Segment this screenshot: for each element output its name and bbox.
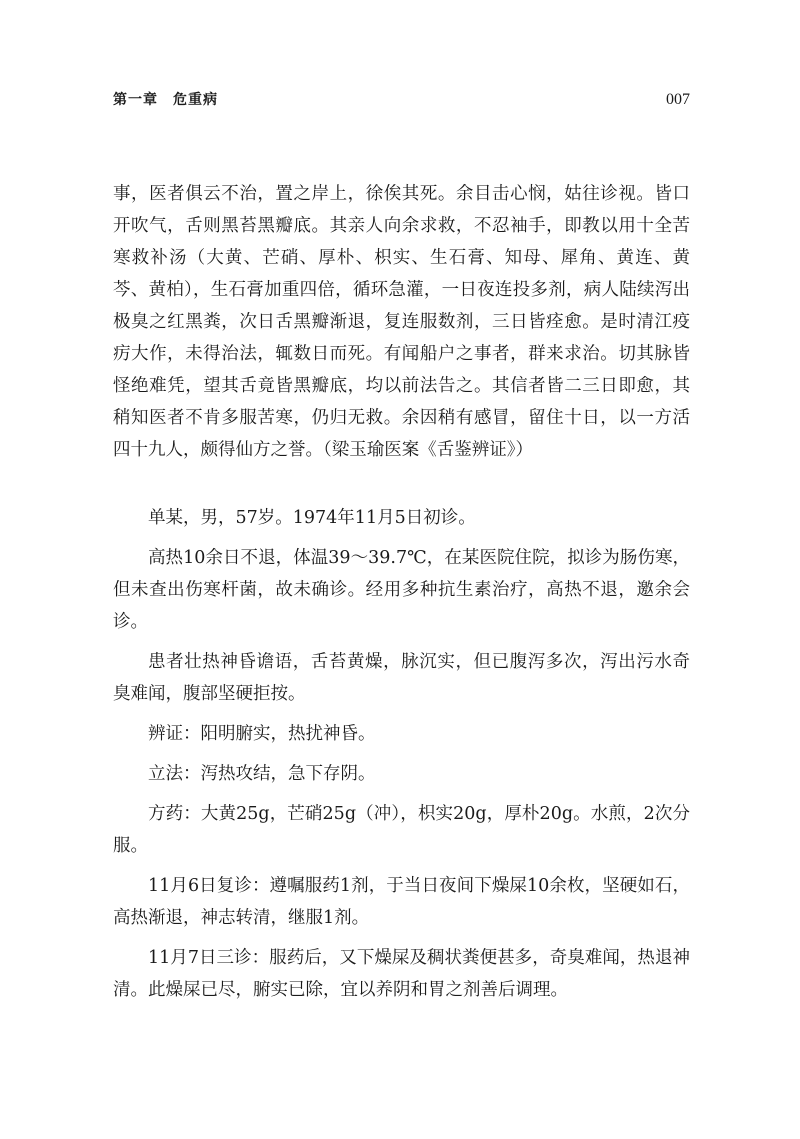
- body-text: [113, 178, 690, 1014]
- paragraph-case-continuation: 事，医者俱云不治，置之岸上，徐俟其死。余目击心悯，姑往诊视。皆口开吹气，舌则黑苔黑瓣底。其亲人向余求救，不忍袖手，即教以用十全苦寒救补汤（大黄、芒硝、厚朴、枳实、生石膏、知母、犀角、黄连、黄芩、黄柏），生石膏加重四倍，循环急灌，一日夜连投多剂，病人陆续泻出极臭之红黑粪，次日舌黑瓣渐退，复连服数剂，三日皆痊愈。是时清江疫疠大作，未得治法，辄数日而死。有闻船户之事者，群来求治。切其脉皆怪绝难凭，望其舌竟皆黑瓣底，均以前法告之。其信者皆二三日即愈，其稍知医者不肯多服苦寒，仍归无救。余因稍有感冒，留住十日，以一方活四十九人，颇得仙方之誉。（梁玉瑜医案《舌鉴辨证》）: [113, 184, 690, 460]
- paragraph-third-visit: 11月7日三诊：服药后，又下燥屎及稠状粪便甚多，奇臭难闻，热退神清。此燥屎已尽，腑实已除，宜以养阴和胃之剂善后调理。: [113, 948, 690, 1000]
- paragraph-treatment-principle: 立法：泻热攻结，急下存阴。: [148, 764, 376, 784]
- paragraph-patient-info: 单某，男，57岁。1974年11月5日初诊。: [148, 508, 476, 528]
- paragraph-history: 高热10余日不退，体温39～39.7℃，在某医院住院，拟诊为肠伤寒，但未查出伤寒杆菌，故未确诊。经用多种抗生素治疗，高热不退，邀余会诊。: [113, 548, 690, 632]
- running-header: [113, 88, 690, 112]
- page-number: 007: [666, 91, 690, 108]
- chapter-title: 第一章 危重病: [113, 92, 218, 108]
- paragraph-second-visit: 11月6日复诊：遵嘱服药1剂，于当日夜间下燥屎10余枚，坚硬如石，高热渐退，神志转清，继服1剂。: [113, 876, 690, 928]
- paragraph-prescription: 方药：大黄25g，芒硝25g（冲），枳实20g，厚朴20g。水煎，2次分服。: [113, 804, 690, 856]
- paragraph-symptoms: 患者壮热神昏谵语，舌苔黄燥，脉沉实，但已腹泻多次，泻出污水奇臭难闻，腹部坚硬拒按。: [113, 652, 690, 704]
- paragraph-diagnosis: 辨证：阳明腑实，热扰神昏。: [148, 724, 376, 744]
